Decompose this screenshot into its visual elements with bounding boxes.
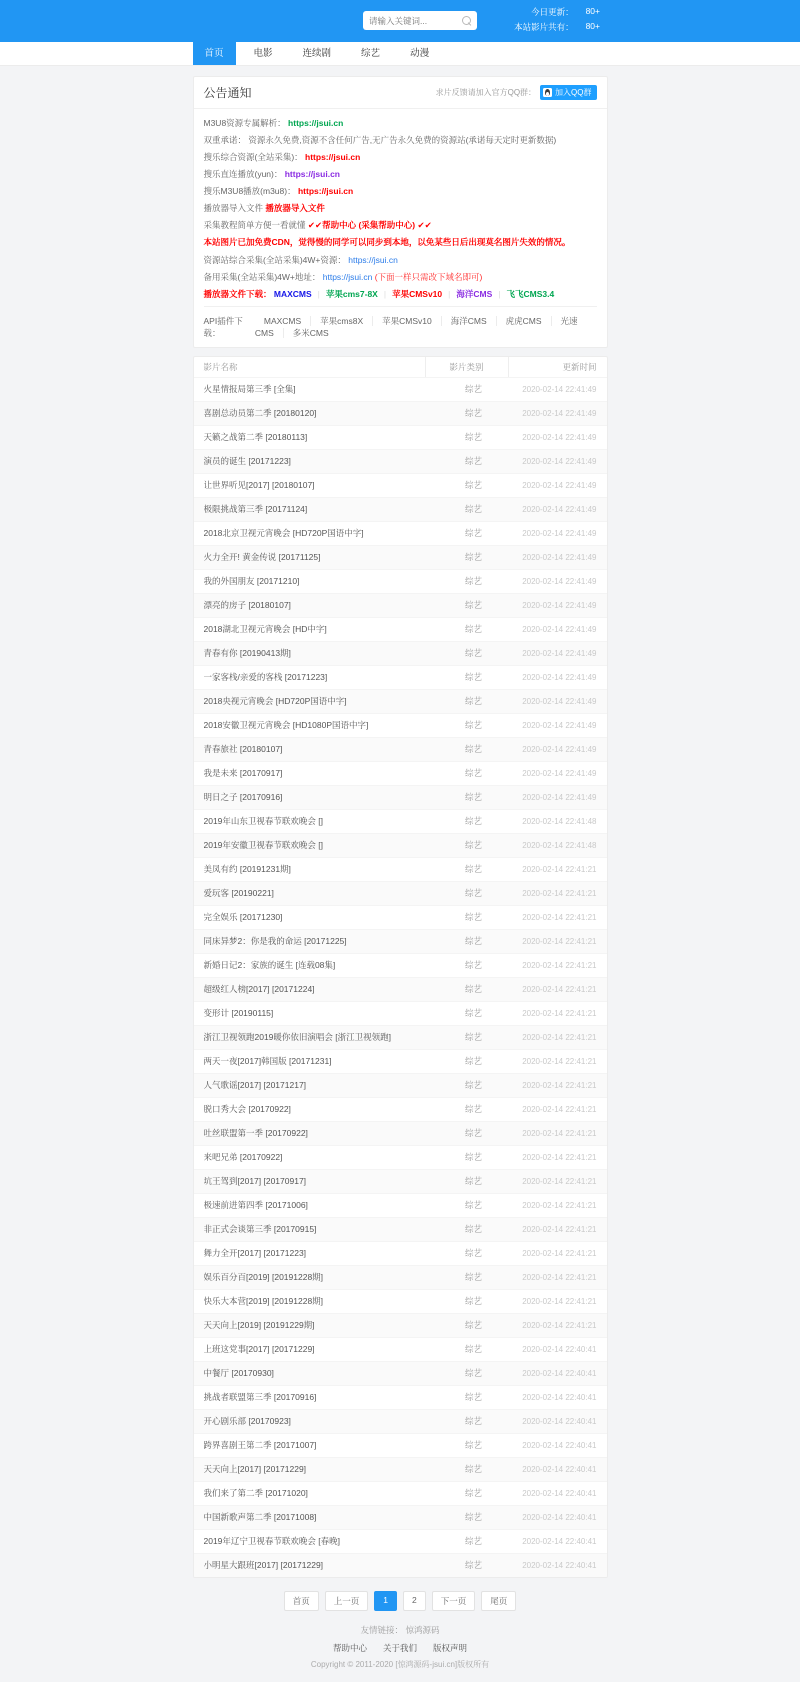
notice-text: (下面一样只需改下域名即可) — [374, 271, 483, 282]
video-title[interactable]: 来吧兄弟 [20170922] — [203, 1152, 283, 1163]
video-title[interactable]: 我们来了第二季 [20171020] — [203, 1488, 308, 1499]
column-header-title: 影片名称 — [203, 362, 238, 373]
video-title[interactable]: 变形计 [20190115] — [203, 1008, 274, 1019]
video-title[interactable]: 火星情报局第三季 [全集] — [203, 384, 296, 395]
video-updated-time: 2020-02-14 22:41:21 — [522, 1321, 597, 1331]
video-category[interactable]: 综艺 — [464, 768, 482, 779]
table-row[interactable] — [194, 953, 607, 977]
table-row[interactable] — [194, 761, 607, 785]
notice-text: 搜乐直连播放(yun)： — [203, 168, 285, 179]
video-category[interactable]: 综艺 — [464, 1368, 482, 1379]
video-category[interactable]: 综艺 — [464, 1392, 482, 1403]
video-category[interactable]: 综艺 — [464, 792, 482, 803]
video-updated-time: 2020-02-14 22:41:21 — [522, 1249, 597, 1259]
video-title[interactable]: 我的外国朋友 [20171210] — [203, 576, 300, 587]
video-title[interactable]: 一家客栈/亲爱的客栈 [20171223] — [203, 672, 328, 683]
table-row[interactable] — [194, 665, 607, 689]
search-input[interactable] — [369, 16, 462, 26]
table-row[interactable] — [194, 1361, 607, 1385]
footer-nav — [193, 1642, 608, 1654]
video-updated-time: 2020-02-14 22:40:41 — [522, 1345, 597, 1355]
video-updated-time: 2020-02-14 22:41:21 — [522, 1297, 597, 1307]
video-category[interactable]: 综艺 — [464, 1272, 482, 1283]
video-title[interactable]: 青春旅社 [20180107] — [203, 744, 283, 755]
video-title[interactable]: 吐丝联盟第一季 [20170922] — [203, 1128, 308, 1139]
video-title[interactable]: 舞力全开[2017] [20171223] — [203, 1248, 307, 1259]
table-row[interactable] — [194, 1097, 607, 1121]
page-button-2[interactable]: 2 — [403, 1591, 426, 1611]
video-title[interactable]: 同床异梦2：你是我的命运 [20171225] — [203, 936, 347, 947]
notice-link[interactable]: MAXCMS — [273, 288, 312, 299]
notice-link[interactable]: ✔✔帮助中心 (采集帮助中心) ✔✔ — [307, 220, 432, 231]
page-button-下一页[interactable]: 下一页 — [432, 1591, 476, 1611]
video-category[interactable]: 综艺 — [464, 1224, 482, 1235]
video-title[interactable]: 天籁之战第二季 [20180113] — [203, 432, 308, 443]
video-title[interactable]: 让世界听见[2017] [20180107] — [203, 480, 315, 491]
video-category[interactable]: 综艺 — [464, 1200, 482, 1211]
video-updated-time: 2020-02-14 22:41:21 — [522, 1201, 597, 1211]
table-row[interactable] — [194, 905, 607, 929]
table-row[interactable] — [194, 473, 607, 497]
video-updated-time: 2020-02-14 22:40:41 — [522, 1537, 597, 1547]
video-title[interactable]: 2019年辽宁卫视春节联欢晚会 [春晚] — [203, 1536, 340, 1547]
video-title[interactable]: 天天向上[2019] [20191229期] — [203, 1320, 315, 1331]
notice-line — [204, 255, 597, 266]
video-updated-time: 2020-02-14 22:41:21 — [522, 1057, 597, 1067]
notice-link[interactable]: https://jsui.cn — [322, 271, 375, 282]
copyright-text: Copyright © 2011-2020 [惊鸿源码-jsui.cn]版权所有 — [310, 1660, 490, 1670]
notice-line — [204, 289, 597, 300]
pagination — [193, 1591, 608, 1611]
notice-text: | — [498, 288, 501, 299]
table-row[interactable] — [194, 569, 607, 593]
video-updated-time: 2020-02-14 22:41:49 — [522, 409, 597, 419]
video-category[interactable]: 综艺 — [464, 936, 482, 947]
notice-line — [204, 237, 597, 248]
video-title[interactable]: 跨界喜剧王第二季 [20171007] — [203, 1440, 317, 1451]
notice-link[interactable]: https://jsui.cn — [348, 254, 398, 265]
nav-tab-动漫[interactable]: 动漫 — [410, 48, 430, 59]
notice-link[interactable]: 苹果CMSv10 — [392, 288, 443, 299]
table-row[interactable] — [194, 1337, 607, 1361]
video-category[interactable]: 综艺 — [464, 1152, 482, 1163]
video-updated-time: 2020-02-14 22:41:49 — [522, 625, 597, 635]
notice-text: M3U8资源专属解析： — [203, 117, 289, 128]
column-header-category: 影片类别 — [425, 357, 508, 377]
notice-text: 搜乐M3U8播放(m3u8)： — [203, 186, 298, 196]
stat-label: 本站影片共有： — [514, 22, 574, 32]
video-title[interactable]: 快乐大本营[2019] [20191228期] — [203, 1296, 324, 1307]
friend-links-label: 友情链接： — [360, 1625, 404, 1636]
video-updated-time: 2020-02-14 22:41:49 — [522, 793, 597, 803]
table-row[interactable] — [194, 881, 607, 905]
table-row[interactable] — [194, 1553, 607, 1577]
notice-text: 备用采集(全站采集)4W+地址： — [203, 271, 323, 282]
video-updated-time: 2020-02-14 22:41:21 — [522, 865, 597, 875]
video-category[interactable]: 综艺 — [464, 1416, 482, 1427]
video-title[interactable]: 2018北京卫视元宵晚会 [HD720P国语中字] — [203, 528, 364, 539]
table-row[interactable] — [194, 1457, 607, 1481]
video-updated-time: 2020-02-14 22:41:21 — [522, 1033, 597, 1043]
video-table-body — [194, 377, 607, 1577]
video-updated-time: 2020-02-14 22:41:21 — [522, 1009, 597, 1019]
video-category[interactable]: 综艺 — [464, 1512, 482, 1523]
video-updated-time: 2020-02-14 22:41:21 — [522, 1153, 597, 1163]
video-updated-time: 2020-02-14 22:40:41 — [522, 1441, 597, 1451]
video-updated-time: 2020-02-14 22:41:21 — [522, 1273, 597, 1283]
table-row[interactable] — [194, 1265, 607, 1289]
qq-penguin-icon — [543, 88, 552, 97]
nav-tab-综艺[interactable]: 综艺 — [361, 48, 381, 59]
notice-link[interactable]: 飞飞CMS3.4 — [506, 288, 555, 299]
api-plugin-link[interactable]: 虎虎CMS — [496, 316, 551, 326]
video-list-card — [193, 356, 608, 1578]
video-updated-time: 2020-02-14 22:41:49 — [522, 529, 597, 539]
video-category[interactable]: 综艺 — [464, 864, 482, 875]
notice-body — [194, 109, 607, 299]
video-category[interactable]: 综艺 — [464, 504, 482, 515]
table-row[interactable] — [194, 521, 607, 545]
video-category[interactable]: 综艺 — [464, 456, 482, 467]
video-title[interactable]: 浙江卫视领跑2019暖你依旧演唱会 [浙江卫视领跑] — [203, 1032, 391, 1043]
video-category[interactable]: 综艺 — [464, 408, 482, 419]
top-header-bar — [0, 0, 800, 42]
api-plugin-label: API插件下载： — [203, 316, 243, 339]
video-category[interactable]: 综艺 — [464, 624, 482, 635]
video-title[interactable]: 中餐厅 [20170930] — [203, 1368, 274, 1379]
table-row[interactable] — [194, 593, 607, 617]
video-updated-time: 2020-02-14 22:41:49 — [522, 721, 597, 731]
video-updated-time: 2020-02-14 22:41:21 — [522, 985, 597, 995]
video-title[interactable]: 上班这党事[2017] [20171229] — [203, 1344, 315, 1355]
video-title[interactable]: 喜剧总动员第二季 [20180120] — [203, 408, 317, 419]
video-title[interactable]: 我是未来 [20170917] — [203, 768, 283, 779]
table-row[interactable] — [194, 857, 607, 881]
video-updated-time: 2020-02-14 22:41:21 — [522, 889, 597, 899]
video-category[interactable]: 综艺 — [464, 600, 482, 611]
page-button-上一页[interactable]: 上一页 — [325, 1591, 369, 1611]
video-updated-time: 2020-02-14 22:40:41 — [522, 1417, 597, 1427]
video-updated-time: 2020-02-14 22:41:49 — [522, 601, 597, 611]
video-title[interactable]: 开心剧乐部 [20170923] — [203, 1416, 291, 1427]
notice-line — [204, 203, 597, 214]
notice-line — [204, 152, 597, 163]
table-row[interactable] — [194, 497, 607, 521]
video-category[interactable]: 综艺 — [464, 1296, 482, 1307]
table-row[interactable] — [194, 545, 607, 569]
video-title[interactable]: 2018安徽卫视元宵晚会 [HD1080P国语中字] — [203, 720, 369, 731]
video-updated-time: 2020-02-14 22:40:41 — [522, 1489, 597, 1499]
table-row[interactable] — [194, 1529, 607, 1553]
table-row[interactable] — [194, 1505, 607, 1529]
video-category[interactable]: 综艺 — [464, 744, 482, 755]
video-category[interactable]: 综艺 — [464, 840, 482, 851]
video-category[interactable]: 综艺 — [464, 1488, 482, 1499]
table-row[interactable] — [194, 1121, 607, 1145]
join-qq-group-button[interactable] — [540, 85, 596, 100]
video-title[interactable]: 明日之子 [20170916] — [203, 792, 283, 803]
video-category[interactable]: 综艺 — [464, 888, 482, 899]
video-title[interactable]: 小明星大跟班[2017] [20171229] — [203, 1560, 324, 1571]
table-row[interactable] — [194, 377, 607, 401]
video-title[interactable]: 坑王驾到[2017] [20170917] — [203, 1176, 307, 1187]
nav-tab-首页[interactable]: 首页 — [193, 42, 236, 65]
api-plugin-items — [255, 315, 597, 339]
table-row[interactable] — [194, 641, 607, 665]
video-category[interactable]: 综艺 — [464, 1104, 482, 1115]
video-updated-time: 2020-02-14 22:41:21 — [522, 1105, 597, 1115]
notice-link[interactable]: https://jsui.cn — [305, 151, 361, 162]
api-plugin-row — [204, 306, 597, 347]
table-row[interactable] — [194, 737, 607, 761]
video-title[interactable]: 娱乐百分百[2019] [20191228期] — [203, 1272, 324, 1283]
video-updated-time: 2020-02-14 22:40:41 — [522, 1513, 597, 1523]
video-updated-time: 2020-02-14 22:41:49 — [522, 745, 597, 755]
video-title[interactable]: 人气歌谣[2017] [20171217] — [203, 1080, 307, 1091]
video-category[interactable]: 综艺 — [464, 648, 482, 659]
notice-text: | — [317, 288, 320, 299]
stat-label: 今日更新： — [531, 7, 574, 17]
video-title[interactable]: 演员的诞生 [20171223] — [203, 456, 291, 467]
join-qq-group-label: 加入QQ群 — [555, 88, 592, 97]
video-updated-time: 2020-02-14 22:41:49 — [522, 673, 597, 683]
video-title[interactable]: 爱玩客 [20190221] — [203, 888, 274, 899]
table-row[interactable] — [194, 1169, 607, 1193]
video-category[interactable]: 综艺 — [464, 1248, 482, 1259]
video-updated-time: 2020-02-14 22:41:21 — [522, 1081, 597, 1091]
video-category[interactable]: 综艺 — [464, 1464, 482, 1475]
video-title[interactable]: 新婚日记2：家族的诞生 [连载08集] — [203, 960, 336, 971]
video-updated-time: 2020-02-14 22:40:41 — [522, 1393, 597, 1403]
video-category[interactable]: 综艺 — [464, 576, 482, 587]
search-icon[interactable] — [462, 16, 471, 25]
api-plugin-link[interactable]: MAXCMS — [263, 316, 302, 327]
video-category[interactable]: 综艺 — [464, 1344, 482, 1355]
table-row[interactable] — [194, 1481, 607, 1505]
video-title[interactable]: 超级红人榜[2017] [20171224] — [203, 984, 315, 995]
table-row[interactable] — [194, 689, 607, 713]
notice-line — [204, 220, 597, 231]
notice-text: 搜乐综合资源(全站采集)： — [203, 151, 306, 162]
video-updated-time: 2020-02-14 22:41:49 — [522, 649, 597, 659]
page-button-1[interactable]: 1 — [374, 1591, 397, 1611]
notice-line — [204, 118, 597, 129]
video-updated-time: 2020-02-14 22:41:49 — [522, 505, 597, 515]
video-updated-time: 2020-02-14 22:41:49 — [522, 481, 597, 491]
table-row[interactable] — [194, 929, 607, 953]
video-updated-time: 2020-02-14 22:40:41 — [522, 1465, 597, 1475]
notice-text: 双重承诺： 资源永久免费,资源不含任何广告,无广告永久免费的资源站(承诺每天定时更新数据) — [203, 134, 557, 145]
table-row[interactable] — [194, 1073, 607, 1097]
video-updated-time: 2020-02-14 22:41:48 — [522, 817, 597, 827]
video-category[interactable]: 综艺 — [464, 1320, 482, 1331]
footer-link-关于我们[interactable]: 关于我们 — [382, 1643, 417, 1654]
notice-link[interactable]: https://jsui.cn — [288, 117, 344, 128]
video-category[interactable]: 综艺 — [464, 672, 482, 683]
table-row[interactable] — [194, 833, 607, 857]
notice-title: 公告通知 — [203, 86, 252, 100]
notice-link[interactable]: 苹果cms7-8X — [325, 288, 378, 299]
notice-link[interactable]: https://jsui.cn — [297, 186, 354, 196]
page-footer — [193, 1624, 608, 1682]
video-title[interactable]: 美凤有约 [20191231期] — [203, 864, 291, 875]
video-category[interactable]: 综艺 — [464, 1008, 482, 1019]
video-category[interactable]: 综艺 — [464, 384, 482, 395]
notice-header — [194, 77, 607, 109]
video-updated-time: 2020-02-14 22:41:21 — [522, 913, 597, 923]
site-stats — [514, 6, 600, 33]
table-row[interactable] — [194, 1241, 607, 1265]
notice-line — [204, 169, 597, 180]
video-updated-time: 2020-02-14 22:40:41 — [522, 1369, 597, 1379]
page-button-尾页[interactable]: 尾页 — [481, 1591, 516, 1611]
video-category[interactable]: 综艺 — [464, 1080, 482, 1091]
video-title[interactable]: 中国新歌声第二季 [20171008] — [203, 1512, 317, 1523]
table-row[interactable] — [194, 1217, 607, 1241]
video-title[interactable]: 脱口秀大会 [20170922] — [203, 1104, 291, 1115]
footer-link-帮助中心[interactable]: 帮助中心 — [332, 1643, 367, 1654]
video-category[interactable]: 综艺 — [464, 480, 482, 491]
video-updated-time: 2020-02-14 22:41:21 — [522, 1225, 597, 1235]
table-row[interactable] — [194, 1433, 607, 1457]
table-row[interactable] — [194, 1289, 607, 1313]
video-title[interactable]: 青春有你 [20190413期] — [203, 648, 291, 659]
table-row[interactable] — [194, 1001, 607, 1025]
api-plugin-link[interactable]: 苹果cms8X — [310, 316, 372, 326]
table-row[interactable] — [194, 1049, 607, 1073]
video-category[interactable]: 综艺 — [464, 1536, 482, 1547]
video-category[interactable]: 综艺 — [464, 1560, 482, 1571]
notice-text: | — [448, 288, 451, 299]
notice-link[interactable]: https://jsui.cn — [284, 168, 340, 179]
video-updated-time: 2020-02-14 22:40:41 — [522, 1561, 597, 1571]
video-table-header — [194, 357, 607, 377]
video-category[interactable]: 综艺 — [464, 960, 482, 971]
table-row[interactable] — [194, 1385, 607, 1409]
video-category[interactable]: 综艺 — [464, 984, 482, 995]
video-title[interactable]: 两天一夜[2017]韩国版 [20171231] — [203, 1056, 332, 1067]
api-plugin-link[interactable]: 苹果CMSv10 — [372, 316, 441, 326]
video-updated-time: 2020-02-14 22:41:49 — [522, 553, 597, 563]
notice-card — [193, 76, 608, 348]
table-row[interactable] — [194, 449, 607, 473]
table-row[interactable] — [194, 1025, 607, 1049]
video-title[interactable]: 完全娱乐 [20171230] — [203, 912, 283, 923]
table-row[interactable] — [194, 785, 607, 809]
video-title[interactable]: 极速前进第四季 [20171006] — [203, 1200, 308, 1211]
video-updated-time: 2020-02-14 22:41:21 — [522, 1177, 597, 1187]
video-category[interactable]: 综艺 — [464, 552, 482, 563]
table-row[interactable] — [194, 713, 607, 737]
main-nav-bar — [0, 42, 800, 66]
video-category[interactable]: 综艺 — [464, 432, 482, 443]
api-plugin-link[interactable]: 光速CMS — [254, 316, 578, 339]
video-updated-time: 2020-02-14 22:41:49 — [522, 385, 597, 395]
video-title[interactable]: 火力全开! 黄金传说 [20171125] — [203, 552, 321, 563]
table-row[interactable] — [194, 1409, 607, 1433]
notice-text: 本站图片已加免费CDN，觉得慢的同学可以同步到本地，以免某些日后出现莫名图片失效的情况。 — [203, 237, 571, 248]
video-title[interactable]: 天天向上[2017] [20171229] — [203, 1464, 307, 1475]
video-title[interactable]: 非正式会谈第三季 [20170915] — [203, 1224, 317, 1235]
notice-text: | — [383, 288, 387, 299]
video-category[interactable]: 综艺 — [464, 912, 482, 923]
video-category[interactable]: 综艺 — [464, 1128, 482, 1139]
table-row[interactable] — [194, 809, 607, 833]
video-title[interactable]: 极限挑战第三季 [20171124] — [203, 504, 308, 515]
notice-line — [204, 135, 597, 146]
video-category[interactable]: 综艺 — [464, 816, 482, 827]
video-category[interactable]: 综艺 — [464, 528, 482, 539]
video-category[interactable]: 综艺 — [464, 1176, 482, 1187]
stat-value: 80+ — [585, 6, 600, 16]
table-row[interactable] — [194, 1193, 607, 1217]
page-button-首页[interactable]: 首页 — [284, 1591, 319, 1611]
video-updated-time: 2020-02-14 22:41:21 — [522, 1129, 597, 1139]
table-row[interactable] — [194, 401, 607, 425]
column-header-updated: 更新时间 — [508, 357, 597, 377]
footer-link-版权声明[interactable]: 版权声明 — [433, 1643, 468, 1654]
table-row[interactable] — [194, 425, 607, 449]
table-row[interactable] — [194, 617, 607, 641]
notice-text: 播放器导入文件 — [203, 203, 266, 214]
api-plugin-link[interactable]: 多米CMS — [283, 328, 338, 338]
notice-line — [204, 186, 597, 197]
search-box[interactable] — [363, 11, 477, 30]
notice-text: 资源站综合采集(全站采集)4W+资源： — [203, 254, 349, 265]
video-updated-time: 2020-02-14 22:41:49 — [522, 433, 597, 443]
friend-link[interactable]: 惊鸿源码 — [405, 1625, 440, 1636]
video-category[interactable]: 综艺 — [464, 1056, 482, 1067]
video-updated-time: 2020-02-14 22:41:48 — [522, 841, 597, 851]
video-updated-time: 2020-02-14 22:41:49 — [522, 457, 597, 467]
video-updated-time: 2020-02-14 22:41:49 — [522, 697, 597, 707]
notice-link[interactable]: 播放器导入文件 — [265, 203, 325, 214]
video-category[interactable]: 综艺 — [464, 1440, 482, 1451]
video-updated-time: 2020-02-14 22:41:49 — [522, 769, 597, 779]
video-title[interactable]: 漂亮的房子 [20180107] — [203, 600, 291, 611]
table-row[interactable] — [194, 977, 607, 1001]
table-row[interactable] — [194, 1313, 607, 1337]
video-title[interactable]: 挑战者联盟第三季 [20170916] — [203, 1392, 317, 1403]
notice-text: 播放器文件下载： — [203, 288, 274, 299]
main-nav — [193, 42, 608, 65]
video-updated-time: 2020-02-14 22:41:21 — [522, 937, 597, 947]
video-title[interactable]: 2018央视元宵晚会 [HD720P国语中字] — [203, 696, 347, 707]
qq-group-tip: 求片反馈请加入官方QQ群： — [435, 88, 537, 97]
video-title[interactable]: 2019年山东卫视春节联欢晚会 [] — [203, 816, 323, 827]
table-row[interactable] — [194, 1145, 607, 1169]
video-category[interactable]: 综艺 — [464, 720, 482, 731]
video-title[interactable]: 2018湖北卫视元宵晚会 [HD中字] — [203, 624, 327, 635]
nav-tab-电影[interactable]: 电影 — [253, 48, 273, 59]
nav-tab-连续剧[interactable]: 连续剧 — [302, 48, 332, 59]
video-category[interactable]: 综艺 — [464, 696, 482, 707]
video-title[interactable]: 2019年安徽卫视春节联欢晚会 [] — [203, 840, 323, 851]
video-category[interactable]: 综艺 — [464, 1032, 482, 1043]
notice-line — [204, 272, 597, 283]
video-updated-time: 2020-02-14 22:41:21 — [522, 961, 597, 971]
video-updated-time: 2020-02-14 22:41:49 — [522, 577, 597, 587]
notice-link[interactable]: 海洋CMS — [456, 288, 493, 299]
notice-text: 采集教程简单方便一看就懂 — [203, 220, 308, 231]
api-plugin-link[interactable]: 海洋CMS — [441, 316, 496, 326]
stat-value: 80+ — [585, 21, 600, 31]
